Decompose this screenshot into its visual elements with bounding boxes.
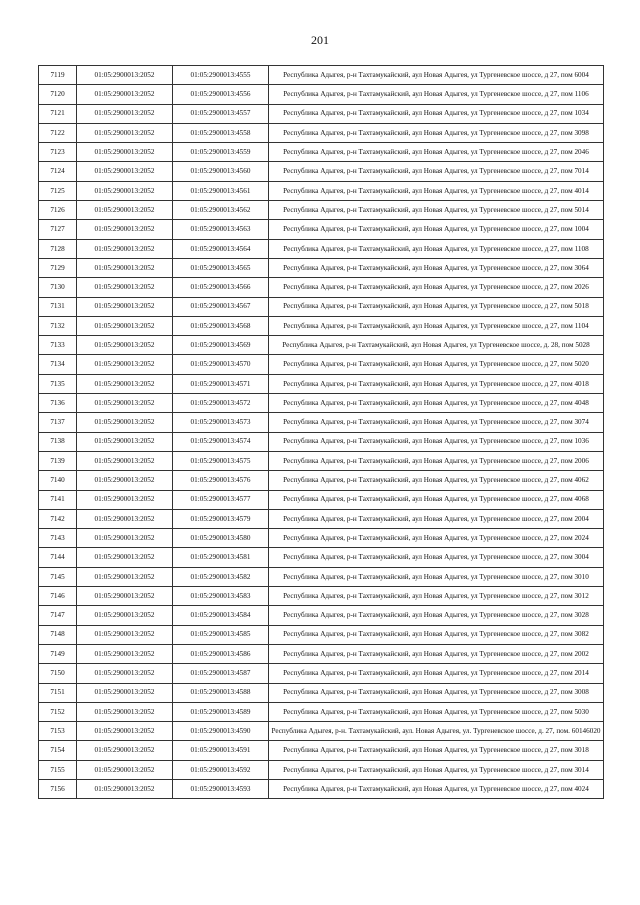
address-cell: Республика Адыгея, р-н Тахтамукайский, аул Новая Адыгея, ул Тургеневское шоссе, д 27, пом 4062 [269,471,604,490]
row-number-cell: 7137 [39,413,77,432]
quarter-number-cell: 01:05:2900013:2052 [77,104,173,123]
quarter-number-cell: 01:05:2900013:2052 [77,239,173,258]
quarter-number-cell: 01:05:2900013:2052 [77,66,173,85]
quarter-number-cell: 01:05:2900013:2052 [77,374,173,393]
row-number-cell: 7148 [39,625,77,644]
row-number-cell: 7150 [39,664,77,683]
quarter-number-cell: 01:05:2900013:2052 [77,162,173,181]
table-row [39,490,604,509]
table-row [39,201,604,220]
row-number-cell: 7133 [39,336,77,355]
table-row [39,85,604,104]
table-row [39,722,604,741]
cadastral-number-cell: 01:05:2900013:4561 [173,181,269,200]
quarter-number-cell: 01:05:2900013:2052 [77,683,173,702]
quarter-number-cell: 01:05:2900013:2052 [77,123,173,142]
cadastral-number-cell: 01:05:2900013:4558 [173,123,269,142]
cadastral-number-cell: 01:05:2900013:4588 [173,683,269,702]
quarter-number-cell: 01:05:2900013:2052 [77,336,173,355]
table-row [39,567,604,586]
address-cell: Республика Адыгея, р-н Тахтамукайский, аул Новая Адыгея, ул Тургеневское шоссе, д 27, пом 3098 [269,123,604,142]
quarter-number-cell: 01:05:2900013:2052 [77,760,173,779]
quarter-number-cell: 01:05:2900013:2052 [77,664,173,683]
cadastral-number-cell: 01:05:2900013:4572 [173,394,269,413]
table-row [39,625,604,644]
table-row [39,66,604,85]
quarter-number-cell: 01:05:2900013:2052 [77,297,173,316]
row-number-cell: 7124 [39,162,77,181]
cadastral-number-cell: 01:05:2900013:4579 [173,509,269,528]
cadastral-number-cell: 01:05:2900013:4589 [173,702,269,721]
row-number-cell: 7136 [39,394,77,413]
row-number-cell: 7120 [39,85,77,104]
row-number-cell: 7151 [39,683,77,702]
row-number-cell: 7139 [39,451,77,470]
row-number-cell: 7153 [39,722,77,741]
table-row [39,529,604,548]
table-row [39,336,604,355]
quarter-number-cell: 01:05:2900013:2052 [77,606,173,625]
address-cell: Республика Адыгея, р-н Тахтамукайский, аул Новая Адыгея, ул Тургеневское шоссе, д 27, пом 3012 [269,587,604,606]
table-row [39,123,604,142]
cadastral-number-cell: 01:05:2900013:4577 [173,490,269,509]
quarter-number-cell: 01:05:2900013:2052 [77,85,173,104]
cadastral-number-cell: 01:05:2900013:4573 [173,413,269,432]
address-cell: Республика Адыгея, р-н Тахтамукайский, аул Новая Адыгея, ул Тургеневское шоссе, д 27, пом 3014 [269,760,604,779]
quarter-number-cell: 01:05:2900013:2052 [77,181,173,200]
cadastral-number-cell: 01:05:2900013:4571 [173,374,269,393]
row-number-cell: 7123 [39,143,77,162]
address-cell: Республика Адыгея, р-н Тахтамукайский, аул Новая Адыгея, ул Тургеневское шоссе, д 27, пом 2006 [269,451,604,470]
quarter-number-cell: 01:05:2900013:2052 [77,567,173,586]
cadastral-number-cell: 01:05:2900013:4582 [173,567,269,586]
row-number-cell: 7121 [39,104,77,123]
quarter-number-cell: 01:05:2900013:2052 [77,644,173,663]
table-row [39,606,604,625]
address-cell: Республика Адыгея, р-н Тахтамукайский, аул Новая Адыгея, ул Тургеневское шоссе, д 27, пом 1104 [269,316,604,335]
cadastral-number-cell: 01:05:2900013:4593 [173,779,269,798]
quarter-number-cell: 01:05:2900013:2052 [77,587,173,606]
address-cell: Республика Адыгея, р-н Тахтамукайский, аул Новая Адыгея, ул Тургеневское шоссе, д 27, пом 5018 [269,297,604,316]
quarter-number-cell: 01:05:2900013:2052 [77,548,173,567]
registry-table [38,65,604,799]
row-number-cell: 7129 [39,258,77,277]
quarter-number-cell: 01:05:2900013:2052 [77,509,173,528]
row-number-cell: 7143 [39,529,77,548]
quarter-number-cell: 01:05:2900013:2052 [77,413,173,432]
address-cell: Республика Адыгея, р-н Тахтамукайский, аул Новая Адыгея, ул Тургеневское шоссе, д 27, пом 2024 [269,529,604,548]
cadastral-number-cell: 01:05:2900013:4562 [173,201,269,220]
cadastral-number-cell: 01:05:2900013:4563 [173,220,269,239]
table-row [39,471,604,490]
address-cell: Республика Адыгея, р-н Тахтамукайский, аул Новая Адыгея, ул Тургеневское шоссе, д 27, пом 2002 [269,644,604,663]
cadastral-number-cell: 01:05:2900013:4576 [173,471,269,490]
table-row [39,374,604,393]
address-cell: Республика Адыгея, р-н. Тахтамукайский, аул. Новая Адыгея, ул. Тургеневское шоссе, д. 27, пом. 60146020 [269,722,604,741]
address-cell: Республика Адыгея, р-н Тахтамукайский, аул Новая Адыгея, ул Тургеневское шоссе, д 27, пом 3028 [269,606,604,625]
address-cell: Республика Адыгея, р-н Тахтамукайский, аул Новая Адыгея, ул Тургеневское шоссе, д 27, пом 5030 [269,702,604,721]
row-number-cell: 7152 [39,702,77,721]
cadastral-number-cell: 01:05:2900013:4567 [173,297,269,316]
row-number-cell: 7146 [39,587,77,606]
row-number-cell: 7119 [39,66,77,85]
cadastral-number-cell: 01:05:2900013:4560 [173,162,269,181]
quarter-number-cell: 01:05:2900013:2052 [77,432,173,451]
cadastral-number-cell: 01:05:2900013:4565 [173,258,269,277]
row-number-cell: 7134 [39,355,77,374]
quarter-number-cell: 01:05:2900013:2052 [77,278,173,297]
address-cell: Республика Адыгея, р-н Тахтамукайский, аул Новая Адыгея, ул Тургеневское шоссе, д 27, пом 3004 [269,548,604,567]
quarter-number-cell: 01:05:2900013:2052 [77,625,173,644]
table-row [39,760,604,779]
cadastral-number-cell: 01:05:2900013:4591 [173,741,269,760]
row-number-cell: 7155 [39,760,77,779]
cadastral-number-cell: 01:05:2900013:4564 [173,239,269,258]
row-number-cell: 7128 [39,239,77,258]
row-number-cell: 7125 [39,181,77,200]
row-number-cell: 7127 [39,220,77,239]
table-row [39,316,604,335]
address-cell: Республика Адыгея, р-н Тахтамукайский, аул Новая Адыгея, ул Тургеневское шоссе, д 27, пом 3008 [269,683,604,702]
cadastral-number-cell: 01:05:2900013:4555 [173,66,269,85]
address-cell: Республика Адыгея, р-н Тахтамукайский, аул Новая Адыгея, ул Тургеневское шоссе, д 27, пом 7014 [269,162,604,181]
table-row [39,741,604,760]
quarter-number-cell: 01:05:2900013:2052 [77,201,173,220]
table-row [39,587,604,606]
table-row [39,258,604,277]
table-row [39,644,604,663]
address-cell: Республика Адыгея, р-н Тахтамукайский, аул Новая Адыгея, ул Тургеневское шоссе, д 27, пом 5020 [269,355,604,374]
address-cell: Республика Адыгея, р-н Тахтамукайский, аул Новая Адыгея, ул Тургеневское шоссе, д 27, пом 4048 [269,394,604,413]
quarter-number-cell: 01:05:2900013:2052 [77,316,173,335]
table-row [39,181,604,200]
table-row [39,702,604,721]
quarter-number-cell: 01:05:2900013:2052 [77,394,173,413]
row-number-cell: 7141 [39,490,77,509]
address-cell: Республика Адыгея, р-н Тахтамукайский, аул Новая Адыгея, ул Тургеневское шоссе, д 27, пом 2026 [269,278,604,297]
quarter-number-cell: 01:05:2900013:2052 [77,258,173,277]
address-cell: Республика Адыгея, р-н Тахтамукайский, аул Новая Адыгея, ул Тургеневское шоссе, д 27, пом 3064 [269,258,604,277]
quarter-number-cell: 01:05:2900013:2052 [77,143,173,162]
cadastral-number-cell: 01:05:2900013:4575 [173,451,269,470]
quarter-number-cell: 01:05:2900013:2052 [77,741,173,760]
quarter-number-cell: 01:05:2900013:2052 [77,722,173,741]
cadastral-number-cell: 01:05:2900013:4590 [173,722,269,741]
table-row [39,239,604,258]
cadastral-number-cell: 01:05:2900013:4556 [173,85,269,104]
table-row [39,355,604,374]
row-number-cell: 7130 [39,278,77,297]
quarter-number-cell: 01:05:2900013:2052 [77,702,173,721]
quarter-number-cell: 01:05:2900013:2052 [77,355,173,374]
address-cell: Республика Адыгея, р-н Тахтамукайский, аул Новая Адыгея, ул Тургеневское шоссе, д 27, пом 1108 [269,239,604,258]
cadastral-number-cell: 01:05:2900013:4587 [173,664,269,683]
table-row [39,220,604,239]
row-number-cell: 7131 [39,297,77,316]
address-cell: Республика Адыгея, р-н Тахтамукайский, аул Новая Адыгея, ул Тургеневское шоссе, д 27, пом 4018 [269,374,604,393]
table-row [39,278,604,297]
quarter-number-cell: 01:05:2900013:2052 [77,451,173,470]
address-cell: Республика Адыгея, р-н Тахтамукайский, аул Новая Адыгея, ул Тургеневское шоссе, д 27, пом 3018 [269,741,604,760]
row-number-cell: 7138 [39,432,77,451]
address-cell: Республика Адыгея, р-н Тахтамукайский, аул Новая Адыгея, ул Тургеневское шоссе, д 27, пом 6004 [269,66,604,85]
table-row [39,104,604,123]
table-row [39,779,604,798]
cadastral-number-cell: 01:05:2900013:4580 [173,529,269,548]
cadastral-number-cell: 01:05:2900013:4585 [173,625,269,644]
address-cell: Республика Адыгея, р-н Тахтамукайский, аул Новая Адыгея, ул Тургеневское шоссе, д. 28, пом 5028 [269,336,604,355]
cadastral-number-cell: 01:05:2900013:4583 [173,587,269,606]
address-cell: Республика Адыгея, р-н Тахтамукайский, аул Новая Адыгея, ул Тургеневское шоссе, д 27, пом 2004 [269,509,604,528]
row-number-cell: 7149 [39,644,77,663]
row-number-cell: 7144 [39,548,77,567]
address-cell: Республика Адыгея, р-н Тахтамукайский, аул Новая Адыгея, ул Тургеневское шоссе, д 27, пом 2014 [269,664,604,683]
table-row [39,664,604,683]
cadastral-number-cell: 01:05:2900013:4566 [173,278,269,297]
cadastral-number-cell: 01:05:2900013:4570 [173,355,269,374]
table-row [39,413,604,432]
address-cell: Республика Адыгея, р-н Тахтамукайский, аул Новая Адыгея, ул Тургеневское шоссе, д 27, пом 2046 [269,143,604,162]
table-row [39,432,604,451]
address-cell: Республика Адыгея, р-н Тахтамукайский, аул Новая Адыгея, ул Тургеневское шоссе, д 27, пом 4068 [269,490,604,509]
address-cell: Республика Адыгея, р-н Тахтамукайский, аул Новая Адыгея, ул Тургеневское шоссе, д 27, пом 1106 [269,85,604,104]
address-cell: Республика Адыгея, р-н Тахтамукайский, аул Новая Адыгея, ул Тургеневское шоссе, д 27, пом 1004 [269,220,604,239]
table-row [39,509,604,528]
address-cell: Республика Адыгея, р-н Тахтамукайский, аул Новая Адыгея, ул Тургеневское шоссе, д 27, пом 4024 [269,779,604,798]
cadastral-number-cell: 01:05:2900013:4586 [173,644,269,663]
row-number-cell: 7122 [39,123,77,142]
row-number-cell: 7126 [39,201,77,220]
row-number-cell: 7147 [39,606,77,625]
registry-table-body [39,66,604,799]
cadastral-number-cell: 01:05:2900013:4568 [173,316,269,335]
table-row [39,297,604,316]
address-cell: Республика Адыгея, р-н Тахтамукайский, аул Новая Адыгея, ул Тургеневское шоссе, д 27, пом 5014 [269,201,604,220]
quarter-number-cell: 01:05:2900013:2052 [77,779,173,798]
cadastral-number-cell: 01:05:2900013:4569 [173,336,269,355]
table-row [39,394,604,413]
table-row [39,162,604,181]
cadastral-number-cell: 01:05:2900013:4581 [173,548,269,567]
quarter-number-cell: 01:05:2900013:2052 [77,529,173,548]
quarter-number-cell: 01:05:2900013:2052 [77,471,173,490]
row-number-cell: 7154 [39,741,77,760]
row-number-cell: 7140 [39,471,77,490]
address-cell: Республика Адыгея, р-н Тахтамукайский, аул Новая Адыгея, ул Тургеневское шоссе, д 27, пом 3010 [269,567,604,586]
address-cell: Республика Адыгея, р-н Тахтамукайский, аул Новая Адыгея, ул Тургеневское шоссе, д 27, пом 1034 [269,104,604,123]
address-cell: Республика Адыгея, р-н Тахтамукайский, аул Новая Адыгея, ул Тургеневское шоссе, д 27, пом 3082 [269,625,604,644]
row-number-cell: 7132 [39,316,77,335]
cadastral-number-cell: 01:05:2900013:4557 [173,104,269,123]
cadastral-number-cell: 01:05:2900013:4592 [173,760,269,779]
address-cell: Республика Адыгея, р-н Тахтамукайский, аул Новая Адыгея, ул Тургеневское шоссе, д 27, пом 1036 [269,432,604,451]
cadastral-number-cell: 01:05:2900013:4584 [173,606,269,625]
row-number-cell: 7145 [39,567,77,586]
address-cell: Республика Адыгея, р-н Тахтамукайский, аул Новая Адыгея, ул Тургеневское шоссе, д 27, пом 4014 [269,181,604,200]
row-number-cell: 7156 [39,779,77,798]
table-row [39,683,604,702]
quarter-number-cell: 01:05:2900013:2052 [77,490,173,509]
row-number-cell: 7142 [39,509,77,528]
page-number: 201 [311,33,329,47]
table-row [39,548,604,567]
quarter-number-cell: 01:05:2900013:2052 [77,220,173,239]
table-row [39,143,604,162]
row-number-cell: 7135 [39,374,77,393]
table-row [39,451,604,470]
cadastral-number-cell: 01:05:2900013:4574 [173,432,269,451]
cadastral-number-cell: 01:05:2900013:4559 [173,143,269,162]
address-cell: Республика Адыгея, р-н Тахтамукайский, аул Новая Адыгея, ул Тургеневское шоссе, д 27, пом 3074 [269,413,604,432]
